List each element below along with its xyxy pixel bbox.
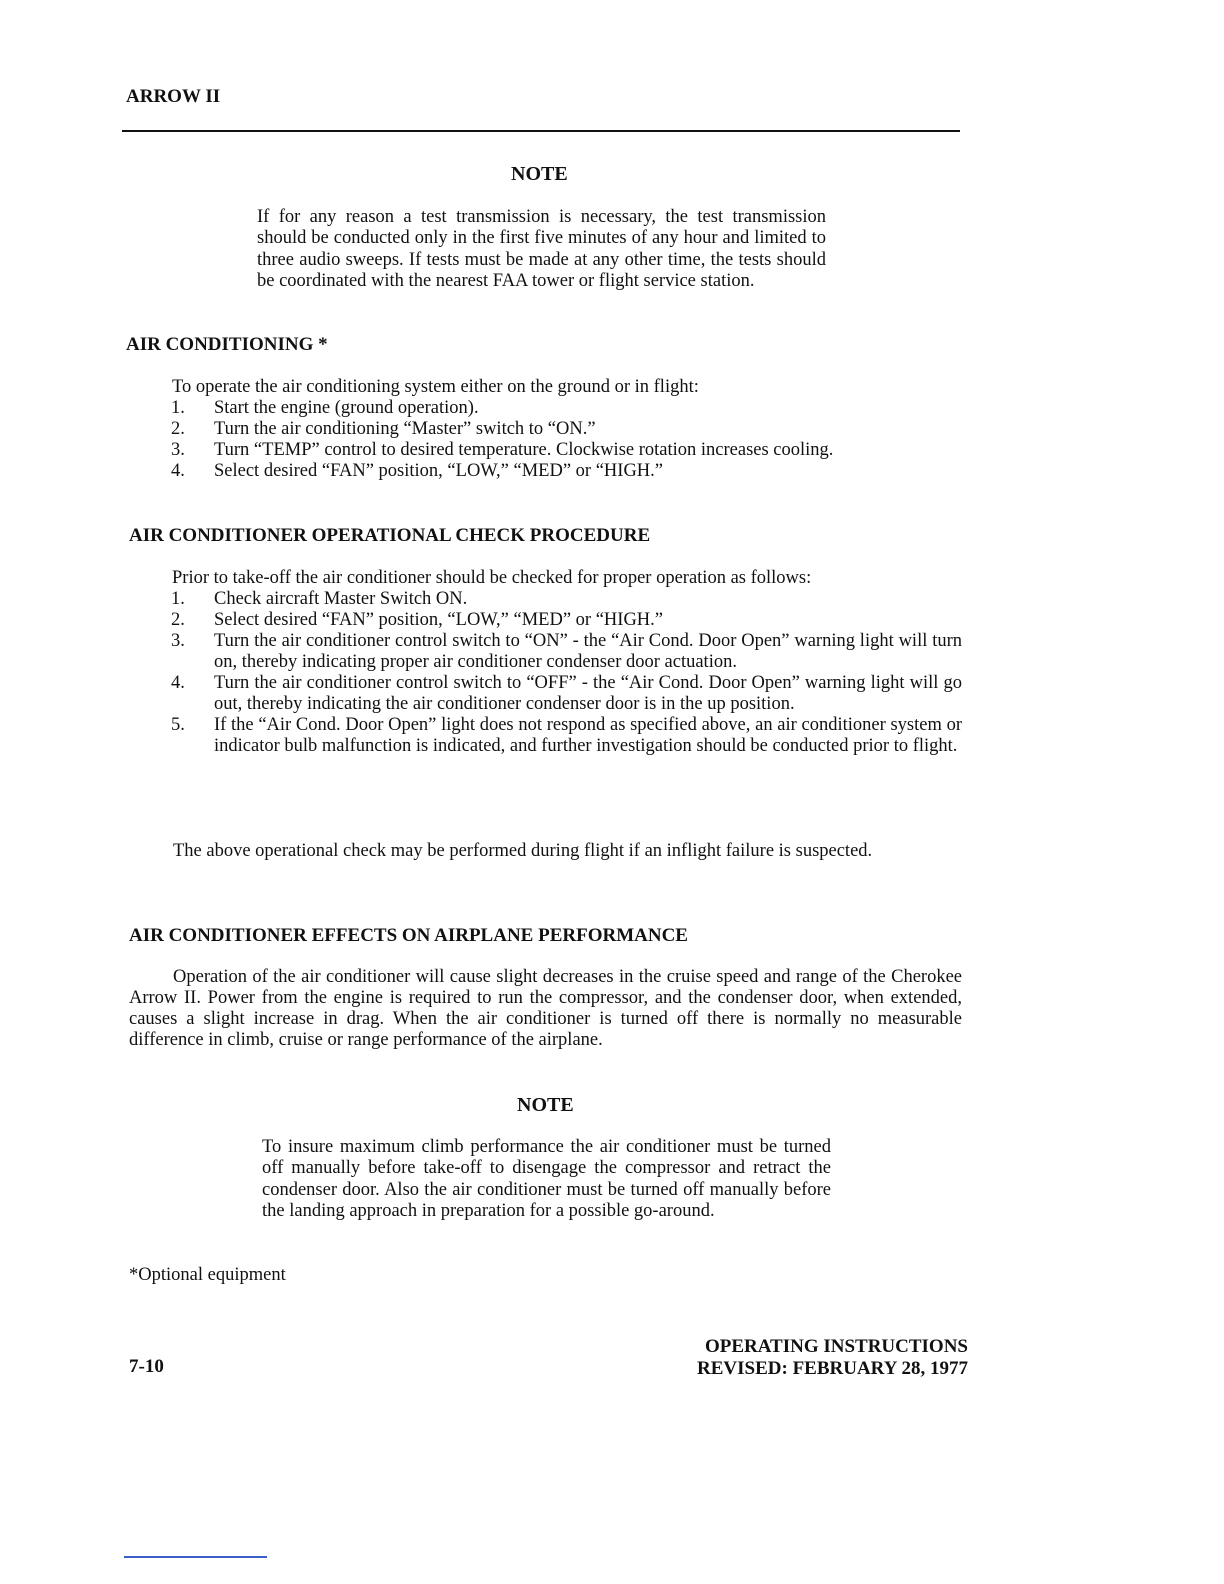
list-item (171, 440, 931, 461)
page-header-title: ARROW II (126, 86, 221, 107)
section-heading-check-procedure: AIR CONDITIONER OPERATIONAL CHECK PROCEDURE (129, 525, 651, 546)
page-number: 7-10 (129, 1356, 164, 1377)
footer-section: OPERATING INSTRUCTIONS (704, 1336, 968, 1357)
step-number: 1. (171, 589, 185, 609)
list-item (171, 461, 931, 482)
step-text: Turn the air conditioner control switch to “ON” - the “Air Cond. Door Open” warning light will turn on, thereby indicating proper air conditioner condenser door actuation. (214, 631, 962, 672)
step-number: 3. (171, 440, 185, 460)
note-text: To insure maximum climb performance the air conditioner must be turned off manually before take-off to disengage the compressor and retract the condenser door. Also the air conditioner must be turned off manually before the landing approach in preparation for a possible go-around. (262, 1137, 831, 1221)
step-number: 2. (171, 610, 185, 630)
list-item (171, 419, 931, 440)
check-procedure-intro: Prior to take-off the air conditioner should be checked for proper operation as follows: (172, 568, 812, 588)
step-text: Turn “TEMP” control to desired temperature. Clockwise rotation increases cooling. (214, 440, 834, 460)
step-text: Turn the air conditioner control switch to “OFF” - the “Air Cond. Door Open” warning light will go out, thereby indicating the air conditioner condenser door is in the up position. (214, 673, 962, 714)
air-conditioning-steps (171, 398, 931, 482)
check-procedure-closing: The above operational check may be performed during flight if an inflight failure is suspected. (173, 841, 873, 861)
step-text: If the “Air Cond. Door Open” light does not respond as specified above, an air conditioner system or indicator bulb malfunction is indicated, and further investigation should be conducted prior to flight. (214, 715, 962, 756)
check-procedure-steps (171, 589, 962, 757)
step-number: 4. (171, 461, 185, 481)
list-item (171, 398, 931, 419)
note-title: NOTE (517, 1094, 574, 1116)
step-number: 5. (171, 715, 185, 735)
footer-revised: REVISED: FEBRUARY 28, 1977 (697, 1358, 968, 1379)
note-title: NOTE (511, 163, 568, 185)
footer-block (697, 1336, 968, 1380)
air-conditioning-intro: To operate the air conditioning system either on the ground or in flight: (172, 377, 699, 397)
step-text: Select desired “FAN” position, “LOW,” “MED” or “HIGH.” (214, 461, 664, 481)
footnote: *Optional equipment (129, 1265, 286, 1285)
step-number: 2. (171, 419, 185, 439)
section-heading-effects: AIR CONDITIONER EFFECTS ON AIRPLANE PERFORMANCE (129, 925, 688, 946)
header-rule (122, 130, 960, 132)
step-text: Check aircraft Master Switch ON. (214, 589, 468, 609)
step-text: Select desired “FAN” position, “LOW,” “MED” or “HIGH.” (214, 610, 664, 630)
list-item (171, 589, 962, 610)
list-item (171, 673, 962, 715)
step-number: 4. (171, 673, 185, 693)
section-heading-air-conditioning: AIR CONDITIONING * (126, 334, 328, 355)
list-item (171, 631, 962, 673)
list-item (171, 715, 962, 757)
step-text: Turn the air conditioning “Master” switch to “ON.” (214, 419, 596, 439)
list-item (171, 610, 962, 631)
note-text: If for any reason a test transmission is necessary, the test transmission should be conducted only in the first five minutes of any hour and limited to three audio sweeps. If tests must be made at any other time, the tests should be coordinated with the nearest FAA tower or flight service station. (257, 207, 826, 291)
bottom-link-underline (124, 1556, 267, 1558)
step-number: 1. (171, 398, 185, 418)
step-number: 3. (171, 631, 185, 651)
step-text: Start the engine (ground operation). (214, 398, 479, 418)
effects-paragraph: Operation of the air conditioner will cause slight decreases in the cruise speed and range of the Cherokee Arrow II. Power from the engine is required to run the compressor, and the condenser door, when extended, causes a slight increase in drag. When the air conditioner is turned off there is normally no measurable difference in climb, cruise or range performance of the airplane. (129, 967, 962, 1050)
